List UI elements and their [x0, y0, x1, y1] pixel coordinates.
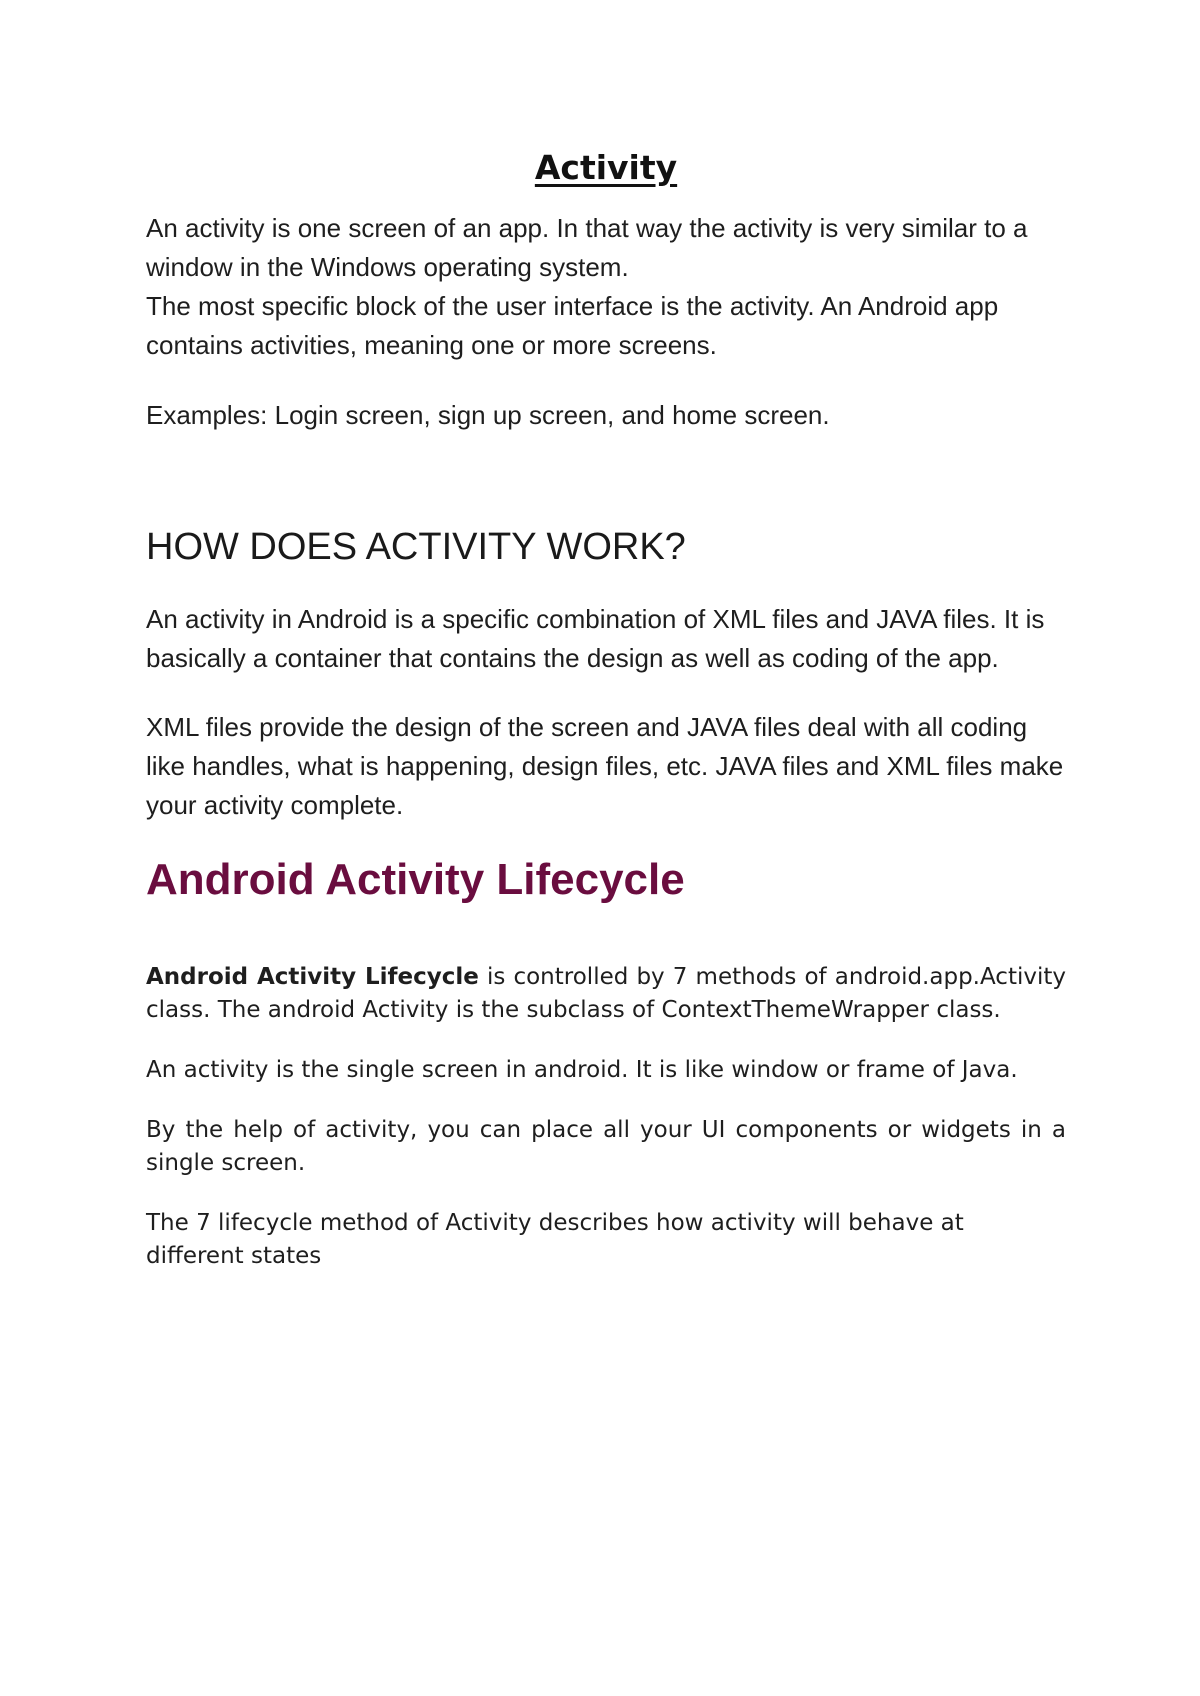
lifecycle-paragraph-4: The 7 lifecycle method of Activity describes how activity will behave at different states — [146, 1209, 964, 1269]
lifecycle-heading: Android Activity Lifecycle — [146, 854, 685, 904]
how-paragraph-1: An activity in Android is a specific combination of XML files and JAVA files. It is basically a container that contains the design as well as coding of the app. — [146, 603, 1045, 673]
examples-paragraph: Examples: Login screen, sign up screen, and home screen. — [146, 399, 830, 430]
lifecycle-bold-term: Android Activity Lifecycle — [146, 963, 479, 990]
intro-paragraph-2: The most specific block of the user interface is the activity. An Android app contains activities, meaning one or more screens. — [146, 290, 999, 360]
lifecycle-paragraph-3: By the help of activity, you can place all your UI components or widgets in a single screen. — [146, 1116, 1066, 1176]
how-paragraph-2: XML files provide the design of the screen and JAVA files deal with all coding like handles, what is happening, design files, etc. JAVA files and XML files make your activity complete. — [146, 711, 1064, 820]
document-body — [146, 148, 1066, 1273]
lifecycle-paragraph-1-text: is controlled by 7 methods of android.app.Activity class. The android Activity is the subclass of ContextThemeWrapper class. — [146, 963, 1066, 1023]
intro-paragraph-1: An activity is one screen of an app. In that way the activity is very similar to a window in the Windows operating system. — [146, 212, 1028, 282]
page-title: Activity — [534, 148, 678, 187]
lifecycle-paragraph-2: An activity is the single screen in android. It is like window or frame of Java. — [146, 1056, 1018, 1083]
lifecycle-paragraph-1 — [146, 961, 1066, 1027]
how-activity-works-heading: HOW DOES ACTIVITY WORK? — [146, 525, 686, 568]
